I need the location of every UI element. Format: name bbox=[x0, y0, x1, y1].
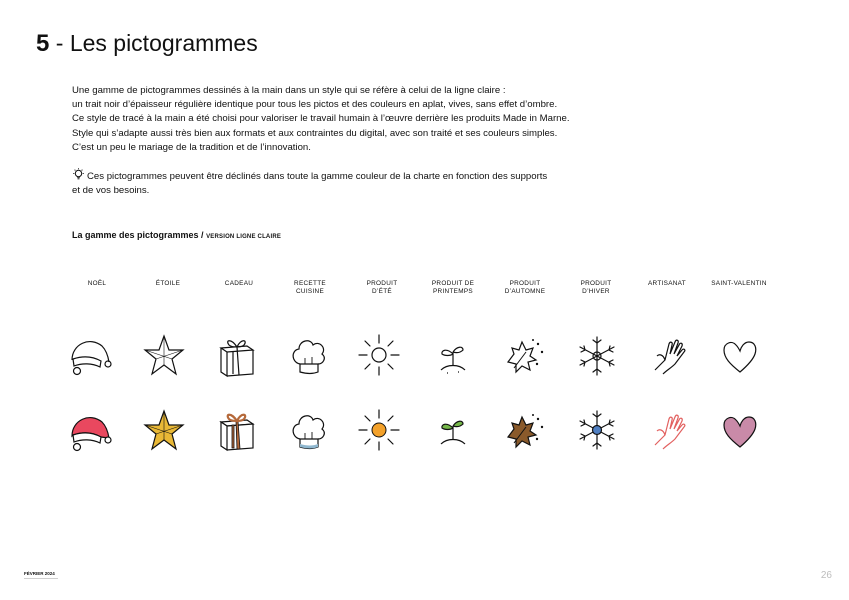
title-text: Les pictogrammes bbox=[69, 30, 258, 56]
leaf-icon bbox=[502, 334, 546, 378]
category-label: RECETTE CUISINE bbox=[294, 280, 326, 295]
intro-line: Une gamme de pictogrammes dessinés à la main dans un style qui se réfère à celui de la ligne claire : bbox=[72, 85, 506, 96]
tip-line: Ces pictogrammes peuvent être déclinés dans toute la gamme couleur de la charte en fonction des supports bbox=[87, 171, 548, 182]
intro-line: un trait noir d’épaisseur régulière identique pour tous les pictos et des couleurs en aplat, vives, sans effet d’ombre. bbox=[72, 99, 558, 111]
category-label: PRODUIT D’HIVER bbox=[580, 280, 612, 295]
star-icon bbox=[142, 334, 186, 378]
lightbulb-icon bbox=[72, 168, 85, 181]
tip-paragraph bbox=[72, 168, 632, 198]
intro-line: C’est un peu le mariage de la tradition et de l’innovation. bbox=[72, 141, 311, 153]
footer-date: FÉVRIER 2024 bbox=[24, 571, 55, 576]
sprout-color-icon bbox=[431, 408, 475, 452]
category-label: PRODUIT DE PRINTEMPS bbox=[431, 280, 475, 295]
subtitle-small: VERSION LIGNE CLAIRE bbox=[206, 234, 282, 240]
snowflake-color-icon bbox=[575, 408, 619, 452]
chef-hat-color-icon bbox=[287, 409, 331, 453]
category-label: PRODUIT D’AUTOMNE bbox=[504, 280, 546, 295]
intro-line: Ce style de tracé à la main a été choisi pour valoriser le travail humain à l’œuvre derrière les produits Made in Marne. bbox=[72, 113, 570, 125]
hand-icon bbox=[647, 334, 691, 378]
category-label: ÉTOILE bbox=[155, 280, 181, 287]
category-label: NOËL bbox=[87, 280, 107, 287]
title-separator: - bbox=[55, 30, 64, 56]
chef-hat-icon bbox=[287, 334, 331, 378]
page-number: 26 bbox=[820, 570, 832, 581]
category-label: CADEAU bbox=[224, 280, 254, 287]
tip-line: et de vos besoins. bbox=[72, 185, 150, 197]
sun-color-icon bbox=[357, 408, 401, 452]
category-label: PRODUIT D’ÉTÉ bbox=[366, 280, 398, 295]
intro-line: Style qui s’adapte aussi très bien aux formats et aux contraintes du digital, avec son traité et ses couleurs simples. bbox=[72, 127, 558, 139]
heart-icon bbox=[718, 334, 762, 378]
hand-color-icon bbox=[647, 409, 691, 453]
star-color-icon bbox=[142, 409, 186, 453]
snowflake-icon bbox=[575, 334, 619, 378]
footer-divider bbox=[24, 578, 58, 579]
santa-hat-color-icon bbox=[68, 408, 112, 452]
gift-icon bbox=[215, 334, 259, 378]
heart-color-icon bbox=[718, 409, 762, 453]
section-subtitle bbox=[72, 230, 281, 240]
santa-hat-icon bbox=[68, 332, 112, 376]
sun-icon bbox=[357, 333, 401, 377]
sprout-icon bbox=[431, 334, 475, 378]
page-title bbox=[36, 30, 258, 58]
gift-color-icon bbox=[215, 408, 259, 452]
subtitle-main: La gamme des pictogrammes / bbox=[72, 230, 204, 240]
section-number: 5 bbox=[36, 30, 50, 57]
category-label: SAINT-VALENTIN bbox=[711, 280, 767, 287]
intro-paragraph bbox=[72, 84, 672, 155]
category-label: ARTISANAT bbox=[648, 280, 686, 287]
leaf-color-icon bbox=[502, 409, 546, 453]
category-labels bbox=[62, 280, 812, 300]
